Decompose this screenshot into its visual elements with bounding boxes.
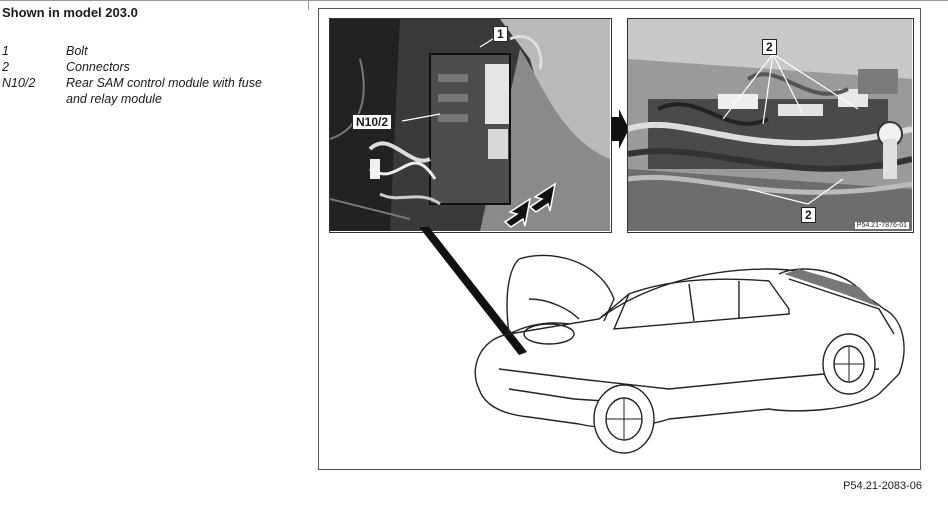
figure-frame [318,8,921,470]
callout-bolt: 1 [493,26,508,42]
callout-connectors-top: 2 [762,39,777,55]
legend-item [2,75,276,107]
photo-code: P54.21-7876-01 [856,222,907,229]
legend-item [2,59,276,75]
photo-sam-module [329,18,612,233]
callout-connectors-bottom: 2 [801,207,816,223]
legend-text: Connectors [66,60,130,74]
legend-key: N10/2 [2,76,36,90]
legend-text: Bolt [66,44,88,58]
car-illustration [439,239,909,459]
legend-key: 2 [2,60,9,74]
legend-item [2,43,276,59]
legend-text: Rear SAM control module with fuse and relay module [66,76,262,106]
page-title: Shown in model 203.0 [2,5,138,20]
legend [2,43,276,107]
legend-key: 1 [2,44,9,58]
callout-sam-module: N10/2 [352,114,392,130]
column-divider [308,0,309,10]
photo-connectors [627,18,914,233]
top-rule [0,0,948,1]
figure-reference-code: P54.21-2083-06 [843,480,922,492]
